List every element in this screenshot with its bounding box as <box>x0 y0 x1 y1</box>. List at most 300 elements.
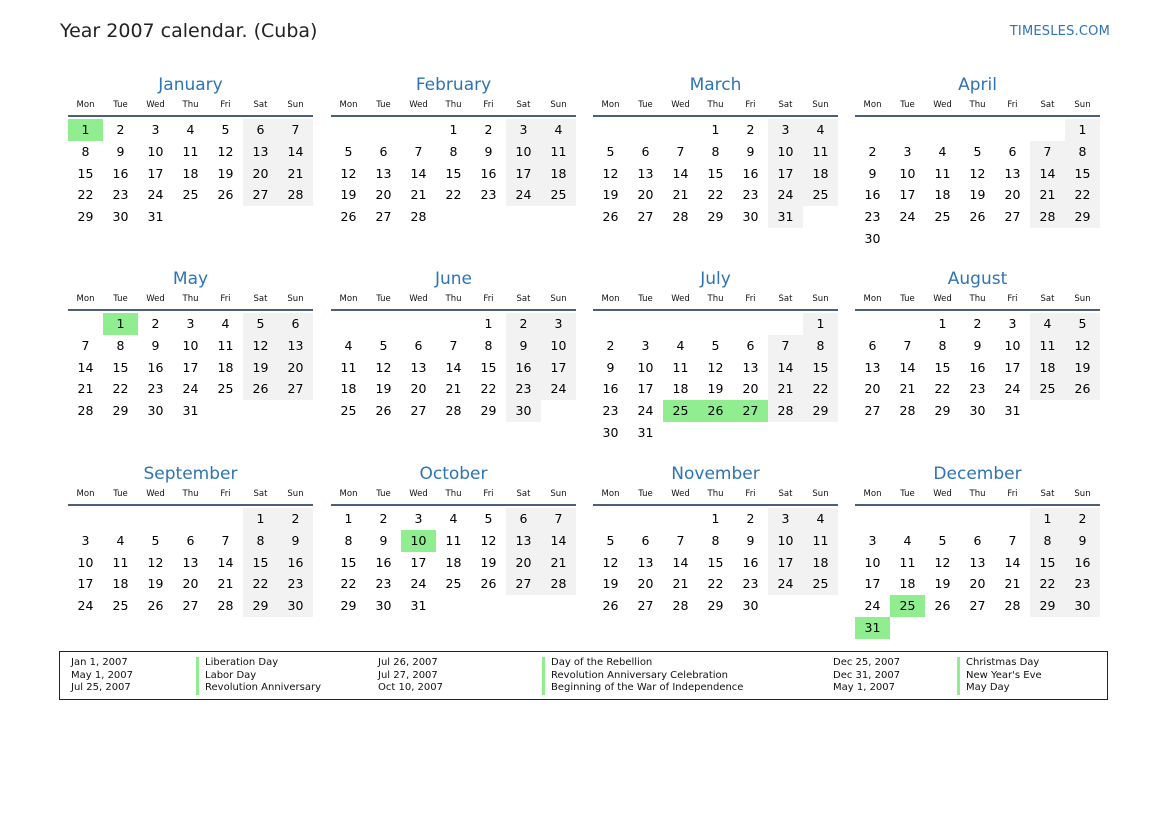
day-cell: 3 <box>1008 316 1017 331</box>
day-cell: 9 <box>746 532 755 548</box>
holiday-day-cell: 26 <box>698 400 733 422</box>
weekday-label: Sat <box>1040 489 1055 499</box>
day-cell: 26 <box>602 209 619 225</box>
day-cell: 15 <box>707 554 724 570</box>
day-cell: 28 <box>410 209 427 225</box>
day-cell: 5 <box>1065 313 1100 335</box>
empty-cell <box>890 119 925 141</box>
day-cell: 24 <box>864 598 881 614</box>
empty-cell <box>925 508 960 530</box>
weekday-header <box>855 95 1100 117</box>
empty-cell <box>1030 119 1065 141</box>
weekday-label: Mon <box>76 294 95 304</box>
day-grid <box>68 313 313 422</box>
weekday-label: Thu <box>445 294 462 304</box>
day-cell: 11 <box>182 143 199 159</box>
weekday-label: Fri <box>220 294 231 304</box>
day-cell: 4 <box>803 119 838 141</box>
weekday-label: Sun <box>287 294 304 304</box>
day-cell: 4 <box>938 143 947 159</box>
month-name: May <box>172 269 209 289</box>
day-cell: 21 <box>541 552 576 574</box>
day-cell: 21 <box>899 381 916 397</box>
day-cell: 12 <box>934 554 951 570</box>
day-cell: 12 <box>602 554 619 570</box>
holiday-date: Jan 1, 2007 <box>71 657 128 668</box>
day-cell: 24 <box>1004 381 1021 397</box>
weekday-label: Tue <box>638 294 653 304</box>
day-cell: 23 <box>864 209 881 225</box>
day-cell: 24 <box>410 576 427 592</box>
day-grid <box>68 119 313 228</box>
day-cell: 21 <box>410 187 427 203</box>
weekday-label: Tue <box>900 294 915 304</box>
day-cell: 10 <box>768 141 803 163</box>
day-cell: 3 <box>768 119 803 141</box>
day-cell: 9 <box>278 530 313 552</box>
weekday-label: Thu <box>969 100 986 110</box>
day-cell: 18 <box>112 576 129 592</box>
day-cell: 16 <box>112 165 129 181</box>
day-cell: 19 <box>602 187 619 203</box>
day-cell: 13 <box>969 554 986 570</box>
day-cell: 9 <box>116 143 125 159</box>
day-cell: 18 <box>445 554 462 570</box>
day-cell: 4 <box>903 532 912 548</box>
day-cell: 26 <box>934 598 951 614</box>
day-cell: 14 <box>672 165 689 181</box>
day-cell: 10 <box>506 141 541 163</box>
day-cell: 11 <box>112 554 129 570</box>
empty-cell <box>663 313 698 335</box>
day-cell: 7 <box>541 508 576 530</box>
holiday-name: Day of the Rebellion <box>542 657 743 670</box>
day-cell: 13 <box>864 359 881 375</box>
day-cell: 4 <box>116 532 125 548</box>
day-cell: 9 <box>868 165 877 181</box>
weekday-label: Sun <box>550 100 567 110</box>
day-cell: 2 <box>606 337 615 353</box>
empty-cell <box>698 313 733 335</box>
day-cell: 17 <box>147 165 164 181</box>
empty-cell <box>890 508 925 530</box>
holiday-date-column <box>71 657 133 695</box>
holiday-date: Jul 26, 2007 <box>378 657 438 668</box>
holiday-name: Liberation Day <box>196 657 321 670</box>
day-cell: 27 <box>243 184 278 206</box>
day-cell: 7 <box>1008 532 1017 548</box>
day-cell: 1 <box>484 316 493 331</box>
weekday-label: Sun <box>1074 100 1091 110</box>
day-cell: 11 <box>672 359 689 375</box>
holiday-name: May Day <box>957 682 1042 695</box>
empty-cell <box>436 313 471 335</box>
weekday-label: Fri <box>483 100 494 110</box>
empty-cell <box>855 508 890 530</box>
day-cell: 3 <box>868 532 877 548</box>
empty-cell <box>331 119 366 141</box>
day-cell: 7 <box>449 337 458 353</box>
day-cell: 5 <box>606 532 615 548</box>
day-cell: 8 <box>243 530 278 552</box>
empty-cell <box>401 119 436 141</box>
day-cell: 23 <box>375 576 392 592</box>
weekday-header <box>68 95 313 117</box>
day-grid <box>855 313 1100 422</box>
day-cell: 25 <box>803 573 838 595</box>
holiday-day-cell: 10 <box>401 530 436 552</box>
day-cell: 29 <box>77 209 94 225</box>
day-cell: 29 <box>480 403 497 419</box>
day-cell: 27 <box>864 403 881 419</box>
empty-cell <box>960 119 995 141</box>
day-cell: 6 <box>243 119 278 141</box>
empty-cell <box>628 313 663 335</box>
day-cell: 5 <box>379 337 388 353</box>
day-cell: 24 <box>768 573 803 595</box>
holiday-name: Christmas Day <box>957 657 1042 670</box>
empty-cell <box>960 508 995 530</box>
weekday-label: Fri <box>483 294 494 304</box>
day-cell: 29 <box>340 598 357 614</box>
day-cell: 29 <box>243 595 278 617</box>
day-cell: 17 <box>410 554 427 570</box>
day-cell: 19 <box>217 165 234 181</box>
day-cell: 7 <box>676 532 685 548</box>
day-cell: 15 <box>1030 552 1065 574</box>
holiday-day-cell: 1 <box>103 313 138 335</box>
day-cell: 18 <box>672 381 689 397</box>
day-cell: 19 <box>147 576 164 592</box>
day-cell: 6 <box>868 337 877 353</box>
day-cell: 26 <box>1065 378 1100 400</box>
day-cell: 24 <box>182 381 199 397</box>
day-cell: 31 <box>147 209 164 225</box>
day-cell: 3 <box>768 508 803 530</box>
day-cell: 25 <box>340 403 357 419</box>
day-cell: 15 <box>1065 163 1100 185</box>
day-cell: 14 <box>899 359 916 375</box>
day-cell: 20 <box>864 381 881 397</box>
month-july <box>593 267 838 444</box>
month-november <box>593 462 838 617</box>
day-cell: 22 <box>707 576 724 592</box>
weekday-label: Sat <box>516 489 531 499</box>
day-cell: 16 <box>147 359 164 375</box>
day-cell: 8 <box>449 143 458 159</box>
day-cell: 8 <box>1030 530 1065 552</box>
day-cell: 23 <box>278 573 313 595</box>
day-cell: 31 <box>637 424 654 440</box>
weekday-label: Sat <box>778 100 793 110</box>
day-cell: 9 <box>973 337 982 353</box>
day-grid <box>593 119 838 228</box>
day-cell: 28 <box>672 209 689 225</box>
weekday-label: Thu <box>707 100 724 110</box>
weekday-label: Sun <box>550 489 567 499</box>
day-cell: 28 <box>278 184 313 206</box>
day-cell: 16 <box>480 165 497 181</box>
day-cell: 25 <box>803 184 838 206</box>
day-cell: 27 <box>1004 209 1021 225</box>
day-cell: 1 <box>1065 119 1100 141</box>
day-cell: 7 <box>414 143 423 159</box>
day-cell: 6 <box>506 508 541 530</box>
day-cell: 26 <box>340 209 357 225</box>
day-cell: 4 <box>344 337 353 353</box>
day-cell: 28 <box>77 403 94 419</box>
day-cell: 2 <box>868 143 877 159</box>
day-cell: 3 <box>506 119 541 141</box>
empty-cell <box>173 508 208 530</box>
day-cell: 21 <box>768 378 803 400</box>
day-grid <box>593 313 838 444</box>
day-cell: 7 <box>1030 141 1065 163</box>
month-name: December <box>933 464 1022 484</box>
weekday-label: Mon <box>601 489 620 499</box>
day-cell: 15 <box>340 554 357 570</box>
empty-cell <box>890 313 925 335</box>
day-cell: 26 <box>969 209 986 225</box>
day-cell: 4 <box>541 119 576 141</box>
day-grid <box>855 508 1100 639</box>
day-cell: 8 <box>803 335 838 357</box>
day-cell: 21 <box>672 576 689 592</box>
day-grid <box>331 508 576 617</box>
weekday-label: Sun <box>287 100 304 110</box>
day-cell: 14 <box>77 359 94 375</box>
weekday-label: Thu <box>707 489 724 499</box>
empty-cell <box>995 119 1030 141</box>
day-cell: 8 <box>711 532 720 548</box>
day-cell: 30 <box>969 403 986 419</box>
weekday-label: Thu <box>182 294 199 304</box>
weekday-label: Thu <box>445 100 462 110</box>
weekday-label: Wed <box>671 294 690 304</box>
day-cell: 4 <box>803 508 838 530</box>
day-cell: 2 <box>379 511 388 526</box>
day-cell: 23 <box>742 187 759 203</box>
weekday-label: Mon <box>601 294 620 304</box>
day-cell: 17 <box>768 163 803 185</box>
day-cell: 6 <box>1008 143 1017 159</box>
month-name: March <box>689 75 742 95</box>
day-cell: 22 <box>480 381 497 397</box>
day-cell: 17 <box>637 381 654 397</box>
day-cell: 3 <box>414 511 423 526</box>
day-cell: 29 <box>803 400 838 422</box>
day-cell: 22 <box>77 187 94 203</box>
day-cell: 10 <box>77 554 94 570</box>
weekday-label: Sun <box>812 100 829 110</box>
month-name: February <box>415 75 492 95</box>
day-cell: 9 <box>506 335 541 357</box>
month-name: October <box>419 464 488 484</box>
day-cell: 1 <box>449 122 458 137</box>
day-cell: 6 <box>379 143 388 159</box>
day-cell: 6 <box>641 143 650 159</box>
day-grid <box>68 508 313 617</box>
day-cell: 16 <box>1065 552 1100 574</box>
day-cell: 29 <box>1030 595 1065 617</box>
weekday-label: Wed <box>933 489 952 499</box>
month-may <box>68 267 313 422</box>
day-cell: 22 <box>707 187 724 203</box>
day-cell: 23 <box>1065 573 1100 595</box>
weekday-label: Tue <box>638 100 653 110</box>
day-cell: 20 <box>243 163 278 185</box>
day-cell: 16 <box>278 552 313 574</box>
empty-cell <box>208 508 243 530</box>
day-cell: 10 <box>147 143 164 159</box>
day-cell: 26 <box>147 598 164 614</box>
day-cell: 14 <box>278 141 313 163</box>
weekday-header <box>593 95 838 117</box>
day-cell: 26 <box>602 598 619 614</box>
day-cell: 7 <box>221 532 230 548</box>
day-cell: 22 <box>934 381 951 397</box>
day-cell: 7 <box>278 119 313 141</box>
empty-cell <box>663 119 698 141</box>
day-cell: 9 <box>1065 530 1100 552</box>
empty-cell <box>331 313 366 335</box>
day-cell: 30 <box>112 209 129 225</box>
day-cell: 25 <box>112 598 129 614</box>
empty-cell <box>855 313 890 335</box>
day-cell: 30 <box>602 424 619 440</box>
weekday-label: Wed <box>671 489 690 499</box>
day-cell: 4 <box>676 337 685 353</box>
day-cell: 30 <box>1065 595 1100 617</box>
weekday-label: Mon <box>863 294 882 304</box>
day-cell: 23 <box>112 187 129 203</box>
weekday-label: Mon <box>863 489 882 499</box>
day-cell: 18 <box>340 381 357 397</box>
day-cell: 15 <box>243 552 278 574</box>
weekday-label: Sun <box>287 489 304 499</box>
day-cell: 26 <box>217 187 234 203</box>
holiday-date: Jul 27, 2007 <box>378 669 438 681</box>
weekday-label: Wed <box>933 294 952 304</box>
day-cell: 26 <box>243 378 278 400</box>
day-cell: 8 <box>484 337 493 353</box>
brand-link[interactable]: TIMESLES.COM <box>1009 24 1110 39</box>
day-cell: 10 <box>899 165 916 181</box>
day-cell: 30 <box>742 209 759 225</box>
day-cell: 11 <box>803 141 838 163</box>
day-cell: 19 <box>707 381 724 397</box>
weekday-header <box>593 289 838 311</box>
day-cell: 11 <box>934 165 951 181</box>
day-cell: 6 <box>186 532 195 548</box>
weekday-label: Fri <box>220 100 231 110</box>
page-title: Year 2007 calendar. (Cuba) <box>60 20 318 42</box>
weekday-label: Thu <box>969 489 986 499</box>
day-cell: 1 <box>344 511 353 526</box>
day-cell: 11 <box>1030 335 1065 357</box>
day-cell: 28 <box>445 403 462 419</box>
weekday-label: Tue <box>376 100 391 110</box>
day-cell: 8 <box>711 143 720 159</box>
day-cell: 25 <box>1030 378 1065 400</box>
day-cell: 12 <box>707 359 724 375</box>
weekday-label: Tue <box>113 294 128 304</box>
day-cell: 28 <box>768 400 803 422</box>
day-cell: 20 <box>278 357 313 379</box>
holiday-name: Labor Day <box>196 670 321 683</box>
day-cell: 12 <box>480 532 497 548</box>
weekday-label: Fri <box>1007 489 1018 499</box>
day-cell: 5 <box>344 143 353 159</box>
empty-cell <box>401 313 436 335</box>
day-cell: 8 <box>1065 141 1100 163</box>
day-cell: 16 <box>969 359 986 375</box>
holiday-date-column <box>833 657 900 695</box>
day-cell: 14 <box>217 554 234 570</box>
weekday-label: Mon <box>76 100 95 110</box>
day-grid <box>331 119 576 228</box>
weekday-label: Wed <box>146 100 165 110</box>
day-cell: 24 <box>77 598 94 614</box>
day-cell: 1 <box>243 508 278 530</box>
day-cell: 22 <box>1030 573 1065 595</box>
day-cell: 12 <box>340 165 357 181</box>
day-cell: 21 <box>672 187 689 203</box>
day-cell: 4 <box>186 122 195 137</box>
day-cell: 8 <box>81 143 90 159</box>
weekday-label: Fri <box>745 489 756 499</box>
day-cell: 31 <box>768 206 803 228</box>
day-cell: 18 <box>1030 357 1065 379</box>
weekday-label: Tue <box>900 489 915 499</box>
day-cell: 10 <box>541 335 576 357</box>
day-cell: 27 <box>969 598 986 614</box>
day-cell: 29 <box>934 403 951 419</box>
day-cell: 15 <box>77 165 94 181</box>
holiday-day-cell: 1 <box>68 119 103 141</box>
day-cell: 11 <box>445 532 462 548</box>
day-cell: 14 <box>410 165 427 181</box>
day-cell: 11 <box>803 530 838 552</box>
day-cell: 9 <box>151 337 160 353</box>
day-cell: 25 <box>217 381 234 397</box>
day-cell: 13 <box>637 165 654 181</box>
weekday-label: Fri <box>483 489 494 499</box>
empty-cell <box>68 508 103 530</box>
day-cell: 16 <box>375 554 392 570</box>
day-cell: 25 <box>934 209 951 225</box>
day-cell: 10 <box>768 530 803 552</box>
day-cell: 30 <box>147 403 164 419</box>
month-december <box>855 462 1100 639</box>
day-cell: 14 <box>541 530 576 552</box>
holiday-date: May 1, 2007 <box>833 682 896 693</box>
holiday-list <box>59 651 1108 700</box>
holiday-name-column <box>957 657 1042 695</box>
day-cell: 12 <box>217 143 234 159</box>
day-cell: 13 <box>506 530 541 552</box>
day-cell: 19 <box>340 187 357 203</box>
weekday-header <box>68 484 313 506</box>
weekday-label: Tue <box>638 489 653 499</box>
day-cell: 27 <box>410 403 427 419</box>
day-cell: 6 <box>973 532 982 548</box>
day-cell: 16 <box>864 187 881 203</box>
weekday-label: Mon <box>339 489 358 499</box>
day-cell: 20 <box>375 187 392 203</box>
day-cell: 19 <box>969 187 986 203</box>
day-cell: 10 <box>864 554 881 570</box>
